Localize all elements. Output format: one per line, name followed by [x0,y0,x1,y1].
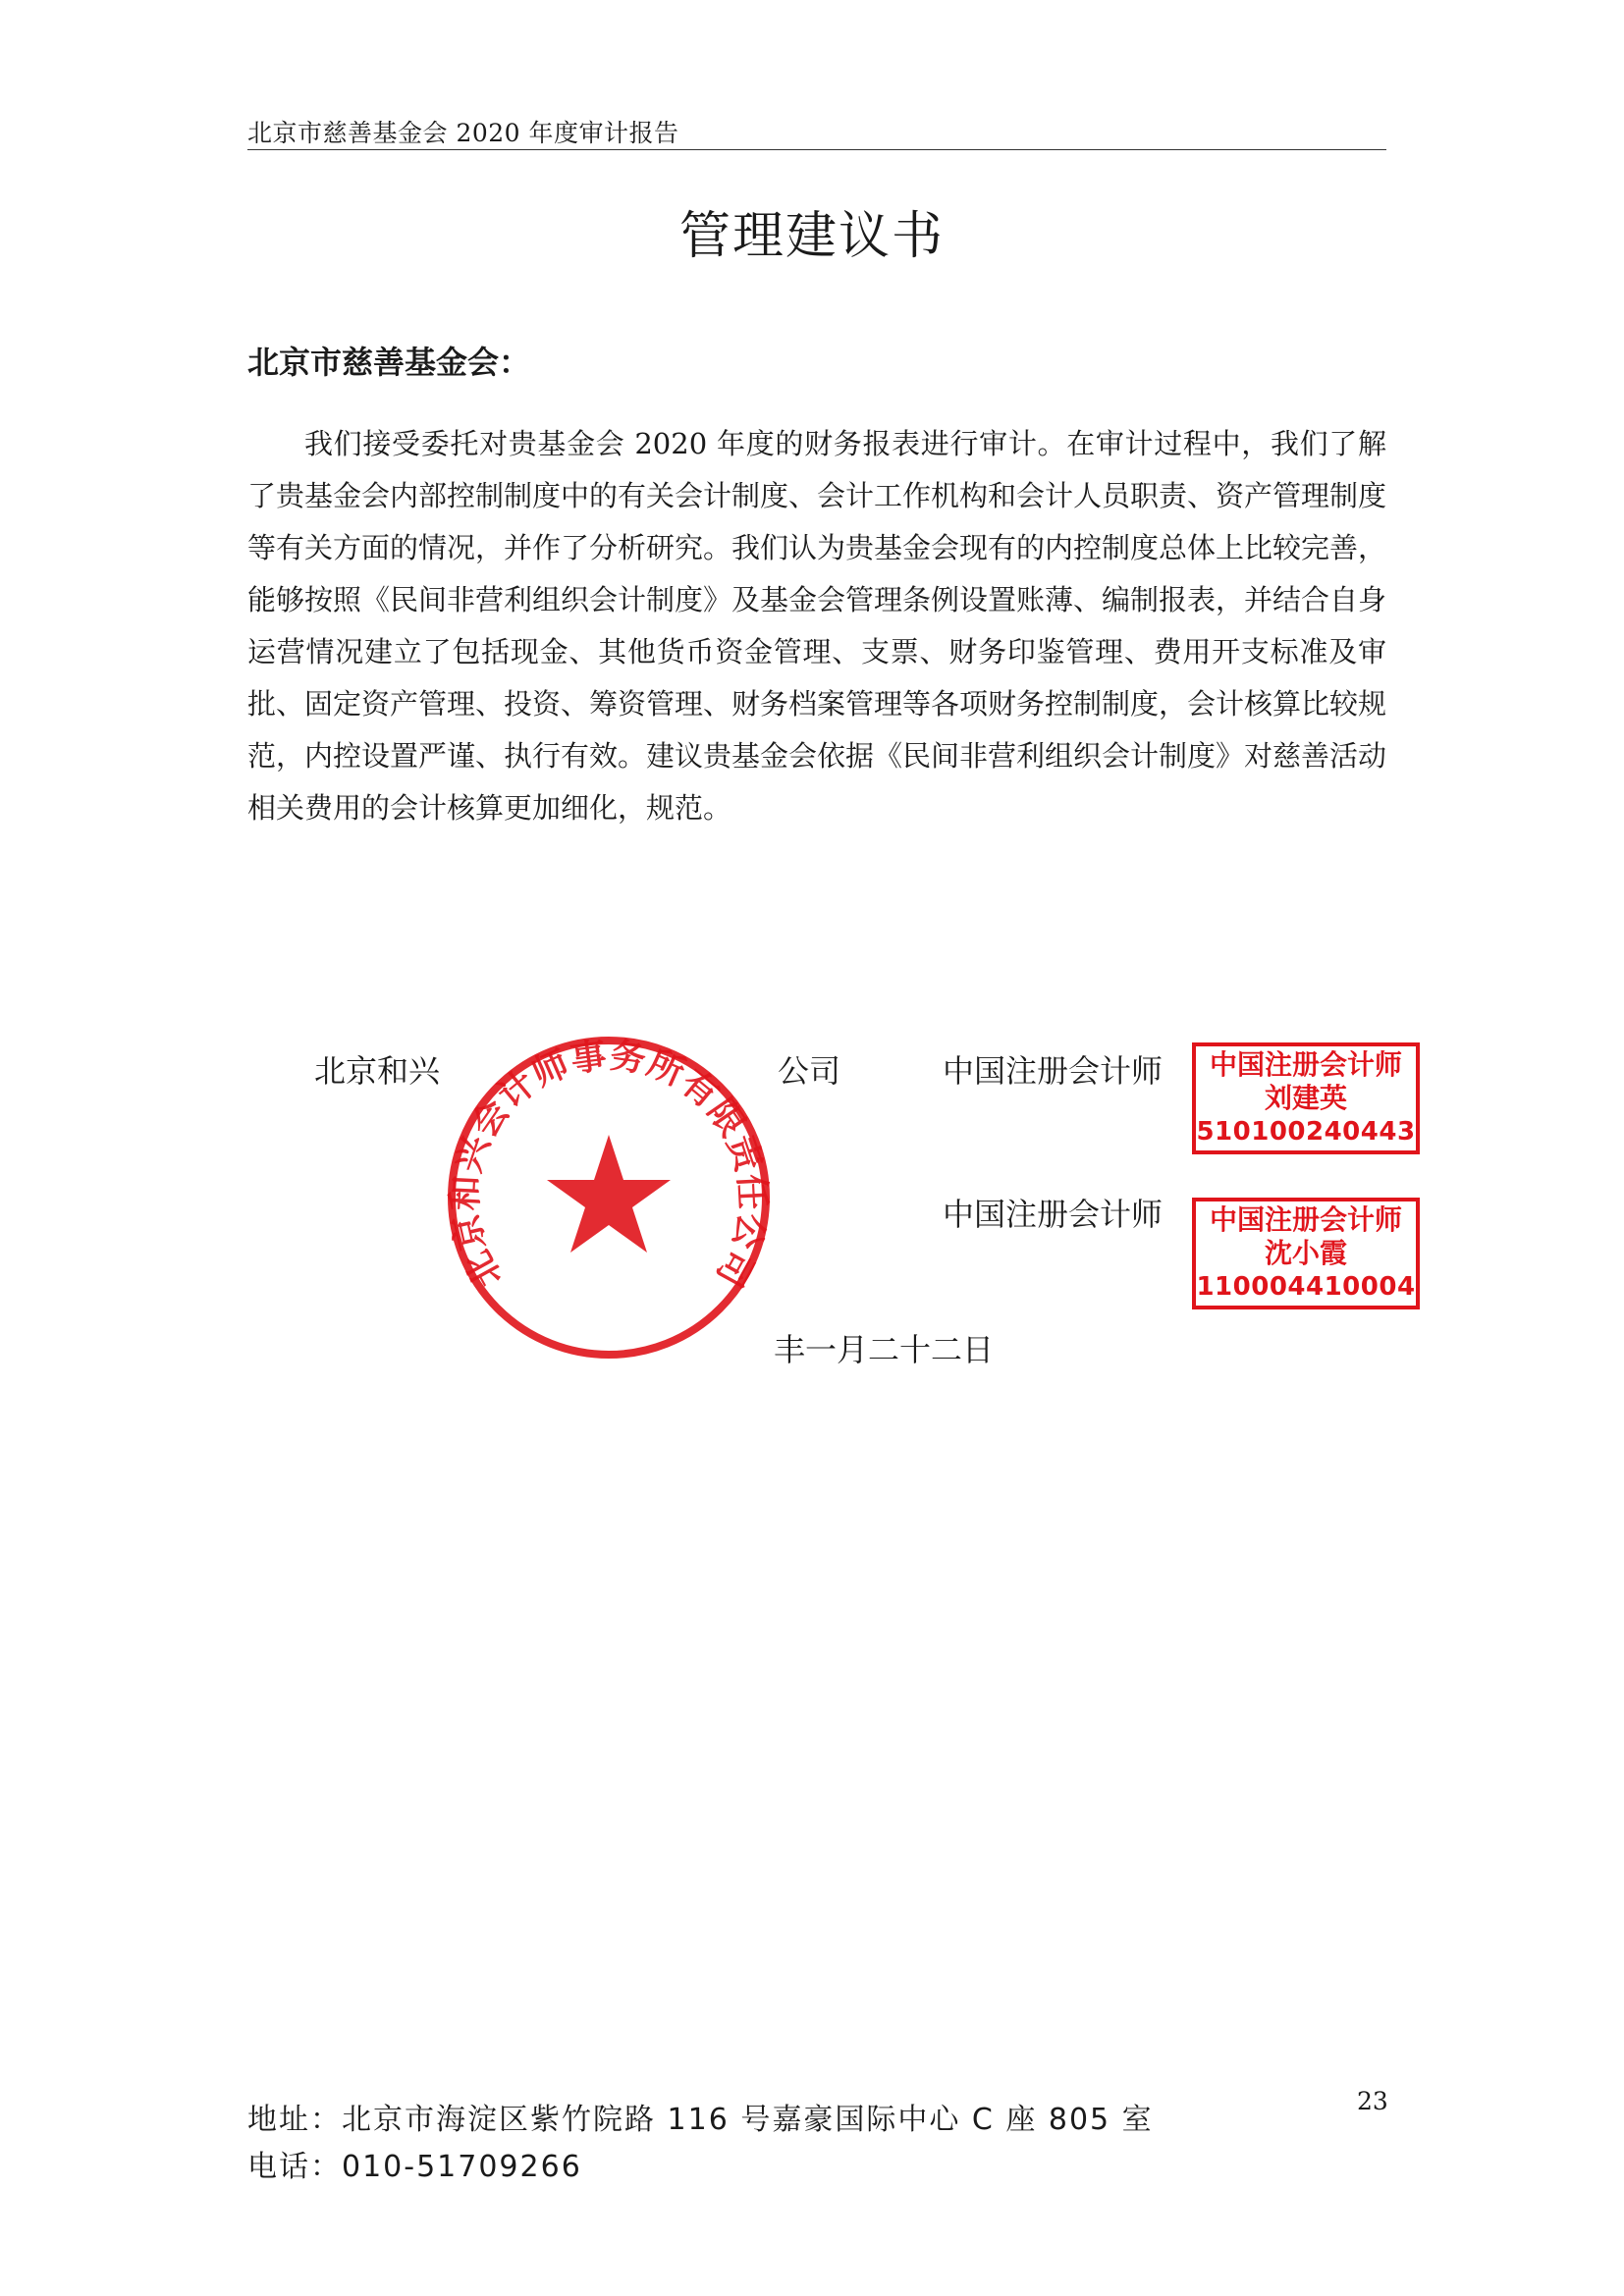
footer-address: 地址：北京市海淀区紫竹院路 116 号嘉豪国际中心 C 座 805 室 [247,2103,1154,2137]
cpa-stamp-2-number: 110004410004 [1196,1272,1416,1302]
running-header: 北京市慈善基金会 2020 年度审计报告 [247,119,679,147]
firm-name-left: 北京和兴 [314,1052,441,1090]
cpa-stamp-1-name: 刘建英 [1264,1082,1347,1114]
cpa-stamp-2-name: 沈小霞 [1264,1237,1347,1269]
report-date: 丰一月二十二日 [774,1331,995,1368]
cpa-stamp-1-number: 510100240443 [1196,1117,1416,1147]
cpa-label-1: 中国注册会计师 [943,1052,1164,1090]
star-icon [547,1135,671,1253]
body-paragraph: 我们接受委托对贵基金会 2020 年度的财务报表进行审计。在审计过程中，我们了解了贵基金会内部控制制度中的有关会计制度、会计工作机构和会计人员职责、资产管理制度等有关方面的情况，并作了分析研究。我们认为贵基金会现有的内控制度总体上比较完善，能够按照《民间非营利组织会计制度》及基金会管理条例设置账薄、编制报表，并结合自身运营情况建立了包括现金、其他货币资金管理、支票、财务印鉴管理、费用开支标准及审批、固定资产管理、投资、筹资管理、财务档案管理等各项财务控制制度，会计核算比较规范，内控设置严谨、执行有效。建议贵基金会依据《民间非营利组织会计制度》对慈善活动相关费用的会计核算更加细化，规范。 [247,427,1387,825]
seal-text: 北京和兴会计师事务所有限责任公司 [445,1036,773,1295]
header-rule [247,149,1386,150]
cpa-label-2: 中国注册会计师 [943,1196,1164,1233]
firm-name-right: 公司 [778,1052,841,1090]
page-title: 管理建议书 [678,207,945,266]
footer-phone: 电话：010-51709266 [247,2150,582,2184]
firm-seal [444,1033,774,1362]
addressee: 北京市慈善基金会： [247,344,531,381]
page-number: 23 [1357,2087,1388,2115]
cpa-stamp-1 [1192,1042,1420,1154]
cpa-stamp-2-title: 中国注册会计师 [1209,1203,1402,1236]
cpa-stamp-2 [1192,1198,1420,1309]
cpa-stamp-1-title: 中国注册会计师 [1209,1048,1402,1081]
